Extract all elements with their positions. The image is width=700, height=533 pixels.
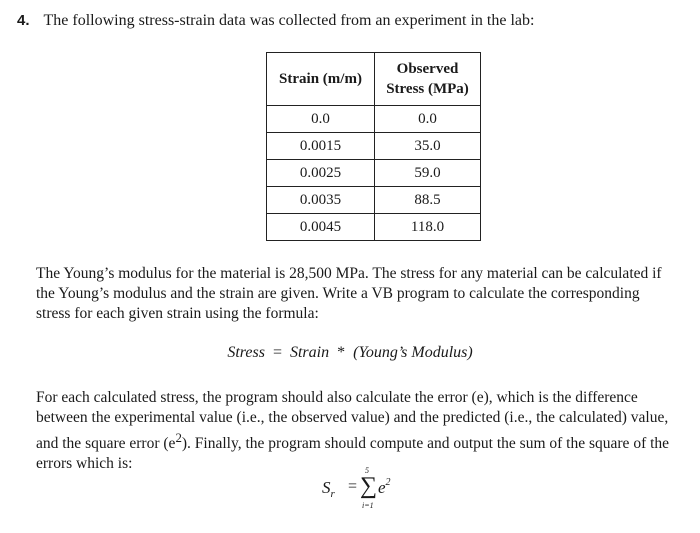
sum-equals: =: [348, 478, 358, 495]
stress-strain-table: [266, 52, 481, 241]
formula-youngs-modulus: (Young’s Modulus): [353, 344, 473, 361]
strain-cell: 0.0: [267, 106, 375, 133]
e-letter: e: [378, 478, 386, 497]
formula-equals: =: [272, 344, 282, 361]
strain-cell: 0.0015: [267, 133, 375, 160]
square-superscript: 2: [175, 430, 182, 445]
sr-letter: S: [322, 478, 331, 497]
error-paragraph-text-a: For each calculated stress, the program should also calculate the error (e), which is the difference between the experimental value (i.e., the observed value) and the predicted (i.e., the calculated) value, and the square error (e: [36, 389, 669, 453]
stress-formula: [0, 344, 700, 362]
stress-cell: 88.5: [375, 187, 481, 214]
header-observed-stress: [375, 53, 481, 106]
formula-strain: Strain: [289, 344, 330, 361]
formula-lhs: Stress: [227, 344, 265, 361]
formula-multiply: *: [337, 344, 346, 361]
stress-cell: 0.0: [375, 106, 481, 133]
header-stress-line1: Observed: [396, 61, 459, 77]
strain-cell: 0.0035: [267, 187, 375, 214]
table-row: [267, 106, 481, 133]
table-row: [267, 160, 481, 187]
error-paragraph-text-b: ). Finally, the program should compute and output the sum of the square of the errors which is:: [36, 435, 670, 473]
sr-subscript: r: [330, 488, 335, 500]
stress-cell: 59.0: [375, 160, 481, 187]
stress-cell: 35.0: [375, 133, 481, 160]
error-paragraph: [36, 388, 676, 474]
table-row: [267, 133, 481, 160]
sum-of-squares-formula: [322, 468, 442, 518]
strain-cell: 0.0025: [267, 160, 375, 187]
question-text: The following stress-strain data was collected from an experiment in the lab:: [43, 12, 535, 29]
sigma-symbol: ∑: [360, 473, 378, 499]
table-row: [267, 214, 481, 241]
sr-symbol: [322, 478, 335, 498]
sum-lower-limit: i=1: [362, 501, 374, 510]
table-header-row: [267, 53, 481, 106]
question-number: 4.: [17, 12, 30, 29]
e-superscript: 2: [385, 477, 391, 488]
header-stress-line2: Stress (MPa): [386, 81, 469, 97]
header-strain: Strain (m/m): [267, 53, 375, 106]
e-squared-term: [378, 478, 391, 498]
question-line: [17, 12, 534, 30]
strain-cell: 0.0045: [267, 214, 375, 241]
sum-upper-limit: 5: [365, 466, 369, 475]
youngs-modulus-paragraph: The Young’s modulus for the material is 28,500 MPa. The stress for any material can be calculated if the Young’s modulus and the strain are given. Write a VB program to calculate the corresponding stress for each given strain using the formula:: [36, 265, 662, 322]
table-row: [267, 187, 481, 214]
stress-cell: 118.0: [375, 214, 481, 241]
